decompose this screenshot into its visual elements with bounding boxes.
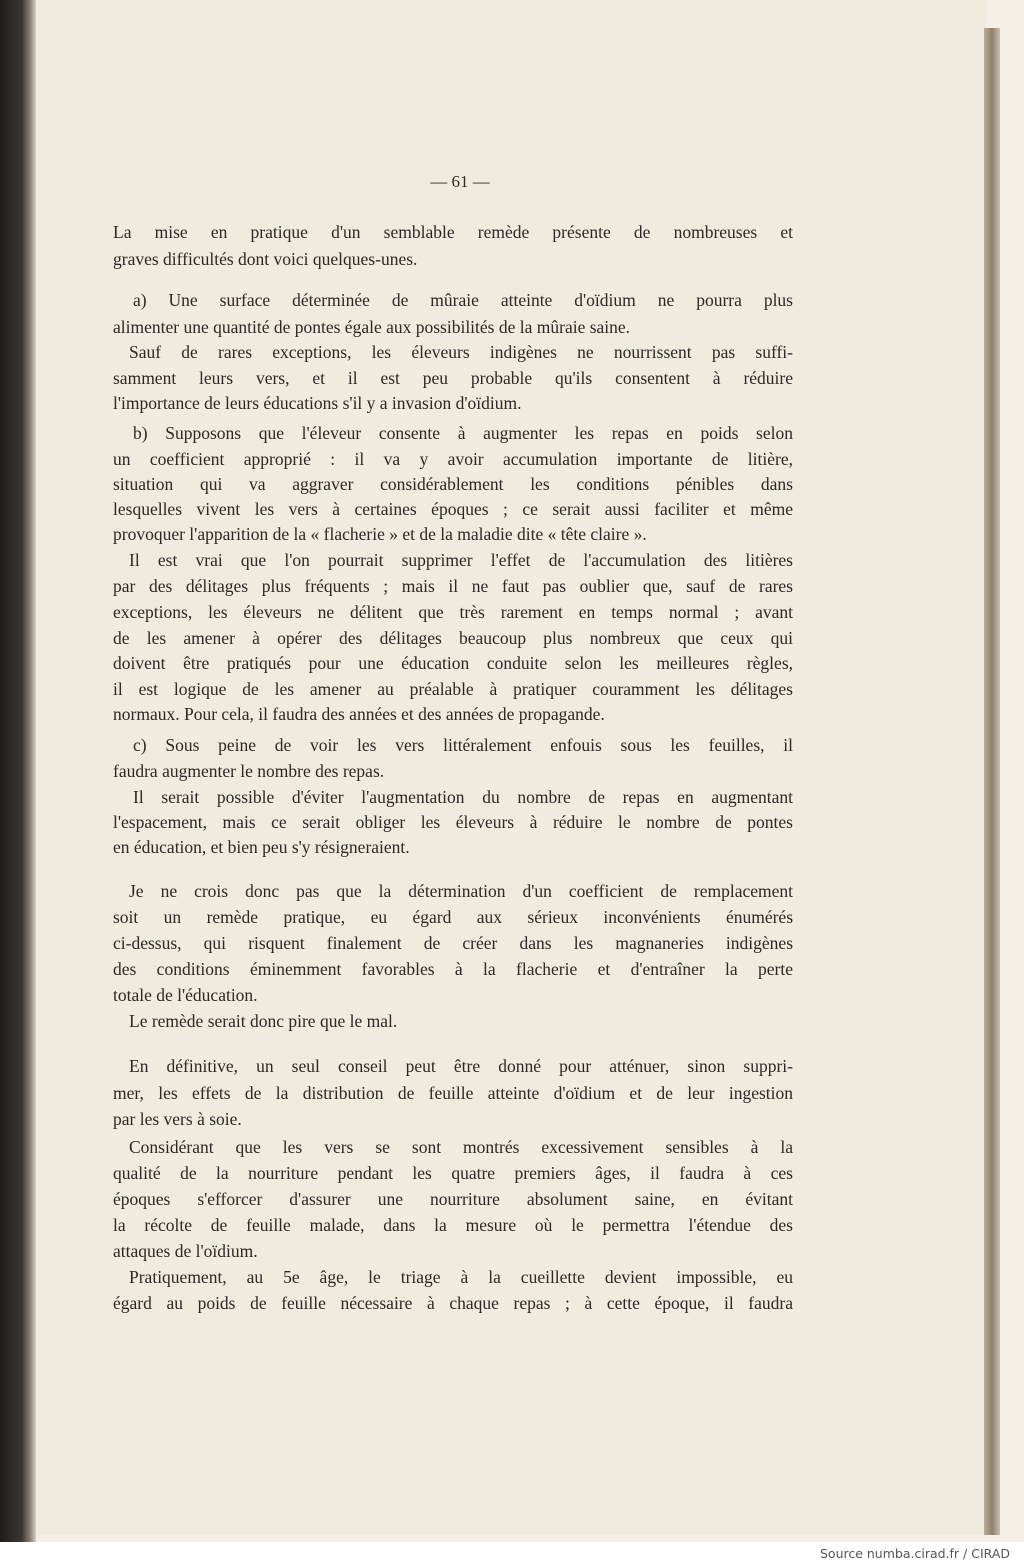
text-line: doivent être pratiqués pour une éducation conduite selon les meilleures règles, — [113, 653, 793, 673]
page-number: — 61 — — [430, 172, 490, 191]
text-line: égard au poids de feuille nécessaire à chaque repas ; à cette époque, il faudra — [113, 1293, 793, 1313]
text-line: En définitive, un seul conseil peut être donné pour atténuer, sinon suppri- — [129, 1056, 793, 1076]
text-line: faudra augmenter le nombre des repas. — [113, 761, 385, 781]
text-line: soit un remède pratique, eu égard aux sérieux inconvénients énumérés — [113, 907, 793, 927]
text-line: par des délitages plus fréquents ; mais il ne faut pas oublier que, sauf de rares — [113, 576, 793, 596]
text-line: des conditions éminemment favorables à la flacherie et d'entraîner la perte — [113, 959, 793, 979]
text-line: b) Supposons que l'éleveur consente à augmenter les repas en poids selon — [133, 423, 793, 443]
text-line: l'espacement, mais ce serait obliger les éleveurs à réduire le nombre de pontes — [113, 812, 793, 832]
text-line: la récolte de feuille malade, dans la mesure où le permettra l'étendue des — [113, 1215, 793, 1235]
text-line: Je ne crois donc pas que la détermination d'un coefficient de remplacement — [129, 881, 793, 901]
text-line: en éducation, et bien peu s'y résigneraient. — [113, 837, 410, 857]
text-line: La mise en pratique d'un semblable remède présente de nombreuses et — [113, 222, 793, 242]
text-line: Considérant que les vers se sont montrés excessivement sensibles à la — [129, 1137, 793, 1157]
text-line: attaques de l'oïdium. — [113, 1241, 258, 1261]
text-line: exceptions, les éleveurs ne délitent que très rarement en temps normal ; avant — [113, 602, 793, 622]
page-edge — [984, 28, 1000, 1535]
text-line: situation qui va aggraver considérablement les conditions pénibles dans — [113, 474, 793, 494]
text-line: mer, les effets de la distribution de feuille atteinte d'oïdium et de leur ingestion — [113, 1083, 793, 1103]
text-line: a) Une surface déterminée de mûraie atteinte d'oïdium ne pourra plus — [133, 290, 793, 310]
text-line: Il serait possible d'éviter l'augmentation du nombre de repas en augmentant — [133, 787, 793, 807]
text-line: Le remède serait donc pire que le mal. — [129, 1011, 398, 1031]
text-line: l'importance de leurs éducations s'il y a invasion d'oïdium. — [113, 393, 522, 413]
book-binding — [0, 0, 36, 1542]
text-line: graves difficultés dont voici quelques-unes. — [113, 249, 418, 269]
text-line: Sauf de rares exceptions, les éleveurs indigènes ne nourrissent pas suffi- — [129, 342, 793, 362]
text-line: provoquer l'apparition de la « flacherie » et de la maladie dite « tête claire ». — [113, 524, 647, 544]
text-line: normaux. Pour cela, il faudra des années et des années de propagande. — [113, 704, 605, 724]
text-line: qualité de la nourriture pendant les quatre premiers âges, il faudra à ces — [113, 1163, 793, 1183]
text-line: ci-dessus, qui risquent finalement de créer dans les magnaneries indigènes — [113, 933, 793, 953]
text-line: lesquelles vivent les vers à certaines époques ; ce serait aussi faciliter et même — [113, 499, 793, 519]
text-line: totale de l'éducation. — [113, 985, 258, 1005]
text-line: par les vers à soie. — [113, 1109, 242, 1129]
text-line: époques s'efforcer d'assurer une nourriture absolument saine, en évitant — [113, 1189, 793, 1209]
source-credit: Source numba.cirad.fr / CIRAD — [819, 1546, 1010, 1561]
text-line: c) Sous peine de voir les vers littéralement enfouis sous les feuilles, il — [133, 735, 793, 755]
text-line: de les amener à opérer des délitages beaucoup plus nombreux que ceux qui — [113, 628, 793, 648]
text-line: alimenter une quantité de pontes égale aux possibilités de la mûraie saine. — [113, 317, 631, 337]
text-line: Pratiquement, au 5e âge, le triage à la cueillette devient impossible, eu — [129, 1267, 793, 1287]
text-line: Il est vrai que l'on pourrait supprimer l'effet de l'accumulation des litières — [129, 550, 793, 570]
text-line: un coefficient approprié : il va y avoir accumulation importante de litière, — [113, 449, 793, 469]
text-line: samment leurs vers, et il est peu probable qu'ils consentent à réduire — [113, 368, 793, 388]
text-line: il est logique de les amener au préalable à pratiquer couramment les délitages — [113, 679, 793, 699]
